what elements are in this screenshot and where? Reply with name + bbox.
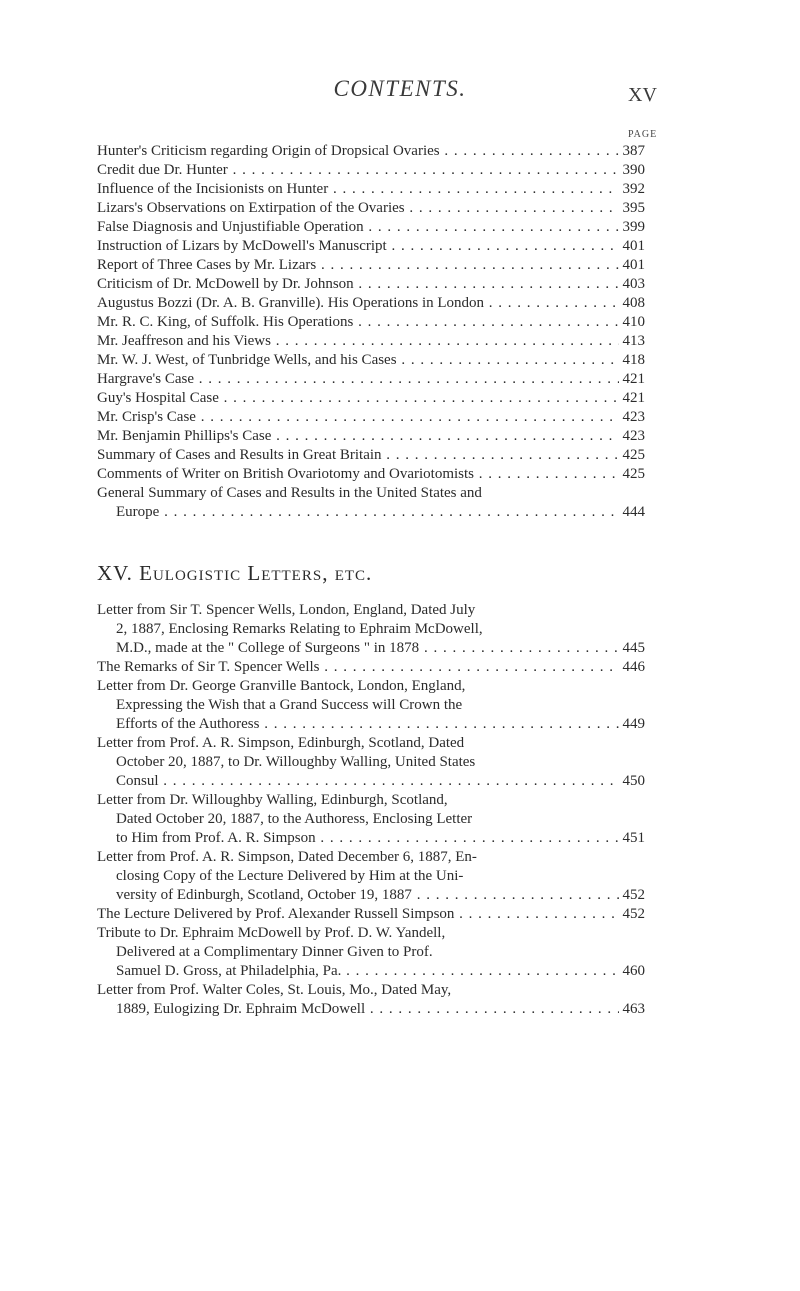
toc-entry-page: 460 [622, 963, 645, 979]
toc-entry-title-cont: Consul . . . [116, 772, 619, 791]
toc-entry-lastline [97, 772, 645, 791]
toc-entry [97, 370, 645, 389]
toc-entry-title: Letter from Prof. Walter Coles, St. Louis, Mo., Dated May, [97, 982, 452, 998]
toc-entry [97, 294, 645, 313]
section-title: Eulogistic Letters, etc. [139, 561, 373, 585]
toc-entry-lastline [97, 503, 645, 522]
toc-entry-title: Criticism of Dr. McDowell by Dr. Johnson . . . [97, 275, 619, 294]
toc-entry-title: Letter from Dr. Willoughby Walling, Edinburgh, Scotland, [97, 792, 448, 808]
toc-entry-page: 408 [622, 295, 645, 311]
toc-entry-title-cont: Europe . . . [116, 503, 619, 522]
toc-entry [97, 658, 645, 677]
toc-entry [97, 905, 645, 924]
toc-entry-title: Credit due Dr. Hunter . . . [97, 161, 619, 180]
toc-entry [97, 848, 645, 905]
toc-entry-lastline [97, 1000, 645, 1019]
toc-entry-title-cont: M.D., made at the " College of Surgeons " in 1878 . . . [116, 639, 619, 658]
toc-entry-title-cont: Delivered at a Complimentary Dinner Given to Prof. [116, 944, 433, 960]
toc-entry-page: 401 [622, 238, 645, 254]
toc-entry-page: 421 [622, 371, 645, 387]
toc-entry-title: Mr. Jeaffreson and his Views . . . [97, 332, 619, 351]
toc-entry-title: The Lecture Delivered by Prof. Alexander Russell Simpson . . . [97, 905, 619, 924]
toc-entry-page: 425 [622, 466, 645, 482]
toc-entry [97, 601, 645, 658]
toc-entry [97, 484, 645, 522]
toc-entry-page: 410 [622, 314, 645, 330]
toc-entry-lastline [97, 962, 645, 981]
toc-entry-title-cont: versity of Edinburgh, Scotland, October 19, 1887 . . . [116, 886, 619, 905]
toc-entry-title: Lizars's Observations on Extirpation of the Ovaries . . . [97, 199, 619, 218]
toc-entry-title-cont: Efforts of the Authoress . . . [116, 715, 619, 734]
toc-entry-page: 423 [622, 428, 645, 444]
toc-entry-title: Mr. Benjamin Phillips's Case . . . [97, 427, 619, 446]
running-title: CONTENTS. [333, 76, 467, 101]
toc-entry-page: 399 [622, 219, 645, 235]
toc-entry [97, 199, 645, 218]
toc-entry-title-cont: 2, 1887, Enclosing Remarks Relating to Ephraim McDowell, [116, 621, 483, 637]
toc-entry [97, 332, 645, 351]
page-numeral: XV [628, 84, 657, 106]
toc-entry [97, 446, 645, 465]
toc-entry [97, 256, 645, 275]
toc-entry-page: 452 [622, 887, 645, 903]
toc-entry-title: Instruction of Lizars by McDowell's Manuscript . . . [97, 237, 619, 256]
toc-entry-title-cont: Dated October 20, 1887, to the Authoress, Enclosing Letter [116, 811, 473, 827]
toc-entry-lastline [97, 886, 645, 905]
toc-entry-title: Mr. W. J. West, of Tunbridge Wells, and his Cases . . . [97, 351, 619, 370]
toc-entry-title: Letter from Prof. A. R. Simpson, Dated December 6, 1887, En- [97, 849, 477, 865]
toc-entry-page: 387 [622, 143, 645, 159]
toc-entry-title: Guy's Hospital Case . . . [97, 389, 619, 408]
toc-entry-title: Augustus Bozzi (Dr. A. B. Granville). His Operations in London . . . [97, 294, 619, 313]
toc-entry [97, 677, 645, 734]
toc-entry-page: 413 [622, 333, 645, 349]
toc-entry-page: 403 [622, 276, 645, 292]
toc-entry [97, 465, 645, 484]
toc-entry-title: Mr. Crisp's Case . . . [97, 408, 619, 427]
toc-entry-title-cont: Expressing the Wish that a Grand Success will Crown the [116, 697, 463, 713]
toc-entry-title: Letter from Dr. George Granville Bantock, London, England, [97, 678, 466, 694]
toc-entry-title: Letter from Sir T. Spencer Wells, London, England, Dated July [97, 602, 476, 618]
toc-entry-page: 445 [622, 640, 645, 656]
toc-entry-title-cont: to Him from Prof. A. R. Simpson . . . [116, 829, 619, 848]
toc-entry-page: 451 [622, 830, 645, 846]
toc-entry-lastline [97, 639, 645, 658]
toc-entry-page: 401 [622, 257, 645, 273]
toc-entry-page: 421 [622, 390, 645, 406]
page-column-label: PAGE [628, 129, 658, 140]
section-heading [97, 561, 372, 586]
toc-entry-page: 392 [622, 181, 645, 197]
toc-entry [97, 180, 645, 199]
toc-entry-title-cont: Samuel D. Gross, at Philadelphia, Pa. . . . [116, 962, 619, 981]
toc-entry-page: 425 [622, 447, 645, 463]
toc-entry-page: 449 [622, 716, 645, 732]
toc-entry [97, 408, 645, 427]
toc-entry-page: 418 [622, 352, 645, 368]
toc-entry-page: 446 [622, 659, 645, 675]
toc-entry [97, 427, 645, 446]
toc-entry-title: Hunter's Criticism regarding Origin of Dropsical Ovaries . . . [97, 142, 619, 161]
toc-entry [97, 389, 645, 408]
toc-entry [97, 791, 645, 848]
toc-entry [97, 734, 645, 791]
toc-entry-title: Mr. R. C. King, of Suffolk. His Operations . . . [97, 313, 619, 332]
toc-entry-title: Tribute to Dr. Ephraim McDowell by Prof. D. W. Yandell, [97, 925, 446, 941]
section-numeral: XV. [97, 561, 133, 585]
toc-entry-title-cont: 1889, Eulogizing Dr. Ephraim McDowell . . . [116, 1000, 619, 1019]
toc-list-part2 [97, 601, 645, 1019]
toc-entry-title: Comments of Writer on British Ovariotomy and Ovariotomists . . . [97, 465, 619, 484]
toc-entry [97, 351, 645, 370]
toc-entry-title: The Remarks of Sir T. Spencer Wells . . . [97, 658, 619, 677]
toc-entry-lastline [97, 829, 645, 848]
toc-entry [97, 161, 645, 180]
toc-entry-title-cont: October 20, 1887, to Dr. Willoughby Walling, United States [116, 754, 476, 770]
toc-entry [97, 275, 645, 294]
toc-entry-page: 450 [622, 773, 645, 789]
toc-entry-page: 423 [622, 409, 645, 425]
toc-list-part1 [97, 142, 645, 522]
toc-entry [97, 237, 645, 256]
toc-entry-page: 395 [622, 200, 645, 216]
toc-entry [97, 981, 645, 1019]
toc-entry-lastline [97, 715, 645, 734]
toc-entry-page: 444 [622, 504, 645, 520]
toc-entry-title: Hargrave's Case . . . [97, 370, 619, 389]
toc-entry-title-cont: closing Copy of the Lecture Delivered by Him at the Uni- [116, 868, 464, 884]
toc-entry-title: Letter from Prof. A. R. Simpson, Edinburgh, Scotland, Dated [97, 735, 465, 751]
toc-entry-page: 463 [622, 1001, 645, 1017]
toc-entry-title: Summary of Cases and Results in Great Britain . . . [97, 446, 619, 465]
toc-entry [97, 218, 645, 237]
toc-entry [97, 924, 645, 981]
toc-entry [97, 313, 645, 332]
toc-entry-title: Report of Three Cases by Mr. Lizars . . . [97, 256, 619, 275]
toc-entry-page: 390 [622, 162, 645, 178]
toc-entry-title: Influence of the Incisionists on Hunter . . . [97, 180, 619, 199]
toc-entry-title: General Summary of Cases and Results in the United States and [97, 485, 482, 501]
toc-entry [97, 142, 645, 161]
toc-entry-page: 452 [622, 906, 645, 922]
toc-entry-title: False Diagnosis and Unjustifiable Operation . . . [97, 218, 619, 237]
